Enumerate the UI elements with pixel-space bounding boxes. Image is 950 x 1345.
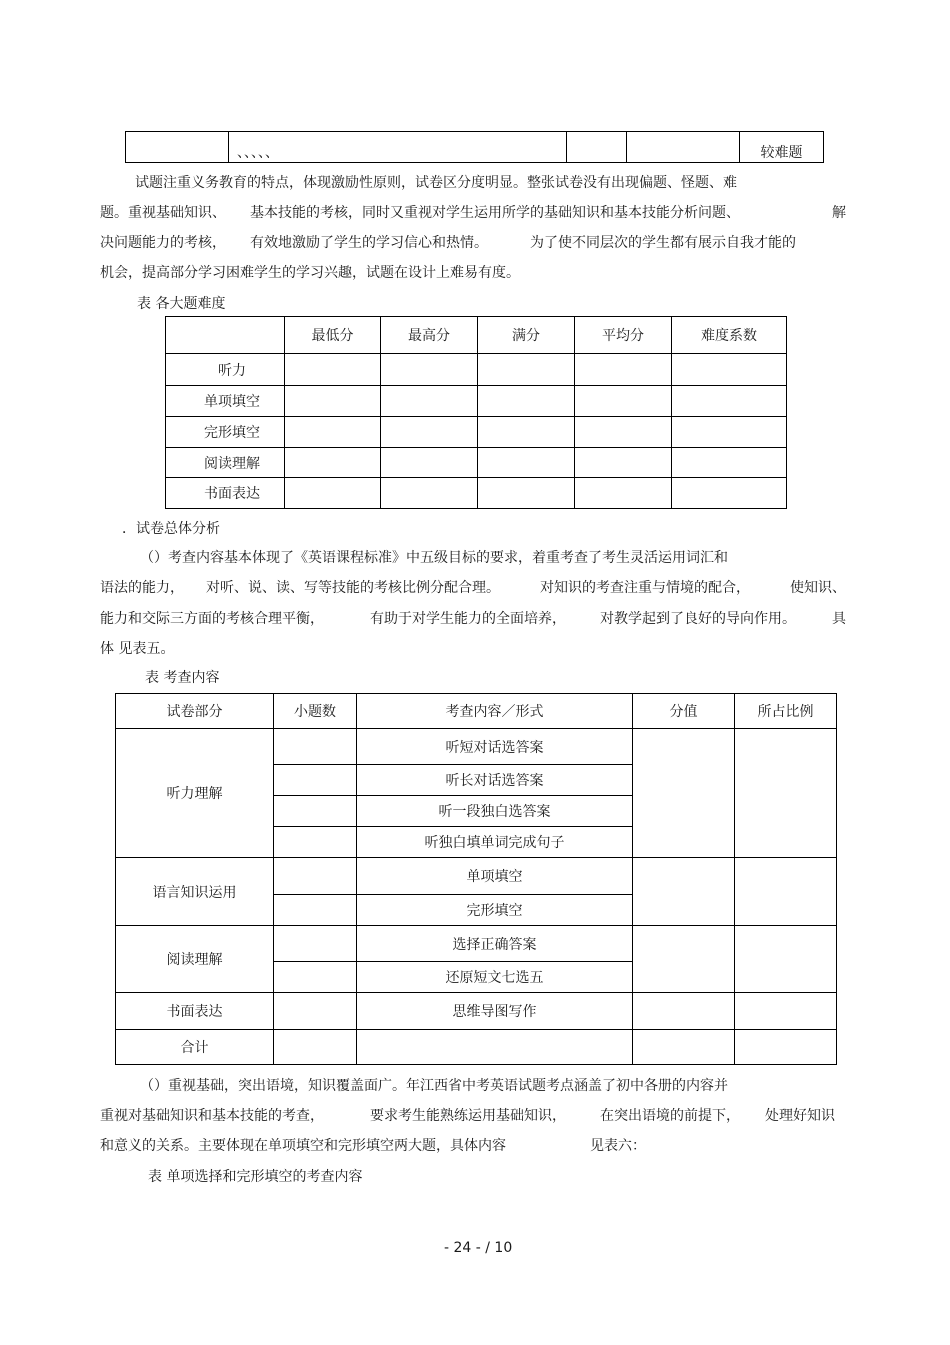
top-table-cell — [627, 132, 740, 163]
paragraph-line: 见表六： — [590, 1138, 646, 1154]
difficulty-table — [165, 316, 787, 509]
top-table-cell: 较难题 — [740, 132, 824, 163]
content-cell: 单项填空 — [357, 858, 633, 895]
paragraph-line: 基本技能的考核，同时又重视对学生运用所学的基础知识和基本技能分析问题、 — [250, 205, 740, 221]
row-label: 单项填空 — [166, 386, 285, 417]
row-label: 阅读理解 — [166, 448, 285, 478]
paragraph-line: 体 见表五。 — [100, 641, 175, 657]
paragraph-line: 对听、说、读、写等技能的考核比例分配合理。 — [206, 580, 500, 596]
table-header-cell: 平均分 — [575, 317, 672, 354]
section-heading: ．试卷总体分析 — [122, 521, 220, 537]
content-cell: 听长对话选答案 — [357, 765, 633, 796]
paragraph-line: 解 — [832, 205, 846, 221]
row-label: 听力 — [166, 354, 285, 386]
table-header-cell: 难度系数 — [672, 317, 787, 354]
paragraph-line: 能力和交际三方面的考核合理平衡， — [100, 611, 324, 627]
paragraph-line: 有助于对学生能力的全面培养， — [370, 611, 566, 627]
content-table — [115, 693, 837, 1065]
table-header-row — [166, 317, 787, 354]
paragraph-line: 和意义的关系。主要体现在单项填空和完形填空两大题，具体内容 — [100, 1138, 506, 1154]
paragraph-line: 有效地激励了学生的学习信心和热情。 — [250, 235, 488, 251]
paragraph-line: 要求考生能熟练运用基础知识， — [370, 1108, 566, 1124]
table-row — [166, 448, 787, 478]
paragraph-line: 使知识、 — [790, 580, 846, 596]
paragraph-line: 在突出语境的前提下， — [600, 1108, 740, 1124]
content-cell: 选择正确答案 — [357, 926, 633, 962]
table-header-row — [116, 694, 837, 729]
table-header-cell: 所占比例 — [735, 694, 837, 729]
table-row — [116, 1030, 837, 1065]
paragraph-line: 对知识的考查注重与情境的配合， — [540, 580, 750, 596]
paragraph-line: 题。重视基础知识、 — [100, 205, 226, 221]
table-row — [166, 478, 787, 509]
paragraph-line: 试题注重义务教育的特点，体现激励性原则，试卷区分度明显。整张试卷没有出现偏题、怪题、难 — [135, 175, 737, 191]
part-cell: 书面表达 — [116, 993, 274, 1030]
top-table-cell — [126, 132, 229, 163]
row-label: 完形填空 — [166, 417, 285, 448]
table-header-cell: 考查内容／形式 — [357, 694, 633, 729]
top-table — [125, 131, 824, 163]
table-header-cell: 满分 — [478, 317, 575, 354]
paragraph-line: （）考查内容基本体现了《英语课程标准》中五级目标的要求，着重考查了考生灵活运用词汇和 — [140, 550, 728, 566]
content-cell: 思维导图写作 — [357, 993, 633, 1030]
table-row — [166, 354, 787, 386]
top-table-cell — [567, 132, 627, 163]
row-label: 书面表达 — [166, 478, 285, 509]
table-row — [116, 858, 837, 895]
content-cell — [357, 1030, 633, 1065]
content-cell: 听独白填单词完成句子 — [357, 827, 633, 858]
table-caption: 表 单项选择和完形填空的考查内容 — [148, 1169, 363, 1185]
paragraph-line: 机会，提高部分学习困难学生的学习兴趣，试题在设计上难易有度。 — [100, 265, 520, 281]
table-caption: 表 各大题难度 — [137, 296, 226, 312]
table-row — [116, 729, 837, 765]
table-caption: 表 考查内容 — [145, 670, 220, 686]
content-cell: 听一段独白选答案 — [357, 796, 633, 827]
table-header-cell: 分值 — [633, 694, 735, 729]
content-cell: 完形填空 — [357, 895, 633, 926]
top-table-cell: 、、、、、 — [229, 132, 567, 163]
table-row — [116, 926, 837, 962]
paragraph-line: 处理好知识 — [765, 1108, 835, 1124]
part-cell: 阅读理解 — [116, 926, 274, 993]
table-header-cell — [166, 317, 285, 354]
table-row — [116, 993, 837, 1030]
page-number: - 24 - / 10 — [444, 1240, 513, 1256]
part-cell: 语言知识运用 — [116, 858, 274, 926]
table-header-cell: 最低分 — [285, 317, 381, 354]
paragraph-line: （）重视基础，突出语境，知识覆盖面广。年江西省中考英语试题考点涵盖了初中各册的内容并 — [140, 1078, 728, 1094]
paragraph-line: 决问题能力的考核， — [100, 235, 226, 251]
content-cell: 听短对话选答案 — [357, 729, 633, 765]
table-row — [166, 417, 787, 448]
table-header-cell: 小题数 — [274, 694, 357, 729]
paragraph-line: 对教学起到了良好的导向作用。 — [600, 611, 796, 627]
table-row — [166, 386, 787, 417]
paragraph-line: 为了使不同层次的学生都有展示自我才能的 — [530, 235, 796, 251]
table-header-cell: 最高分 — [381, 317, 478, 354]
part-cell: 听力理解 — [116, 729, 274, 858]
paragraph-line: 具 — [832, 611, 846, 627]
paragraph-line: 重视对基础知识和基本技能的考查， — [100, 1108, 324, 1124]
table-header-cell: 试卷部分 — [116, 694, 274, 729]
content-cell: 还原短文七选五 — [357, 962, 633, 993]
part-cell: 合计 — [116, 1030, 274, 1065]
paragraph-line: 语法的能力， — [100, 580, 184, 596]
